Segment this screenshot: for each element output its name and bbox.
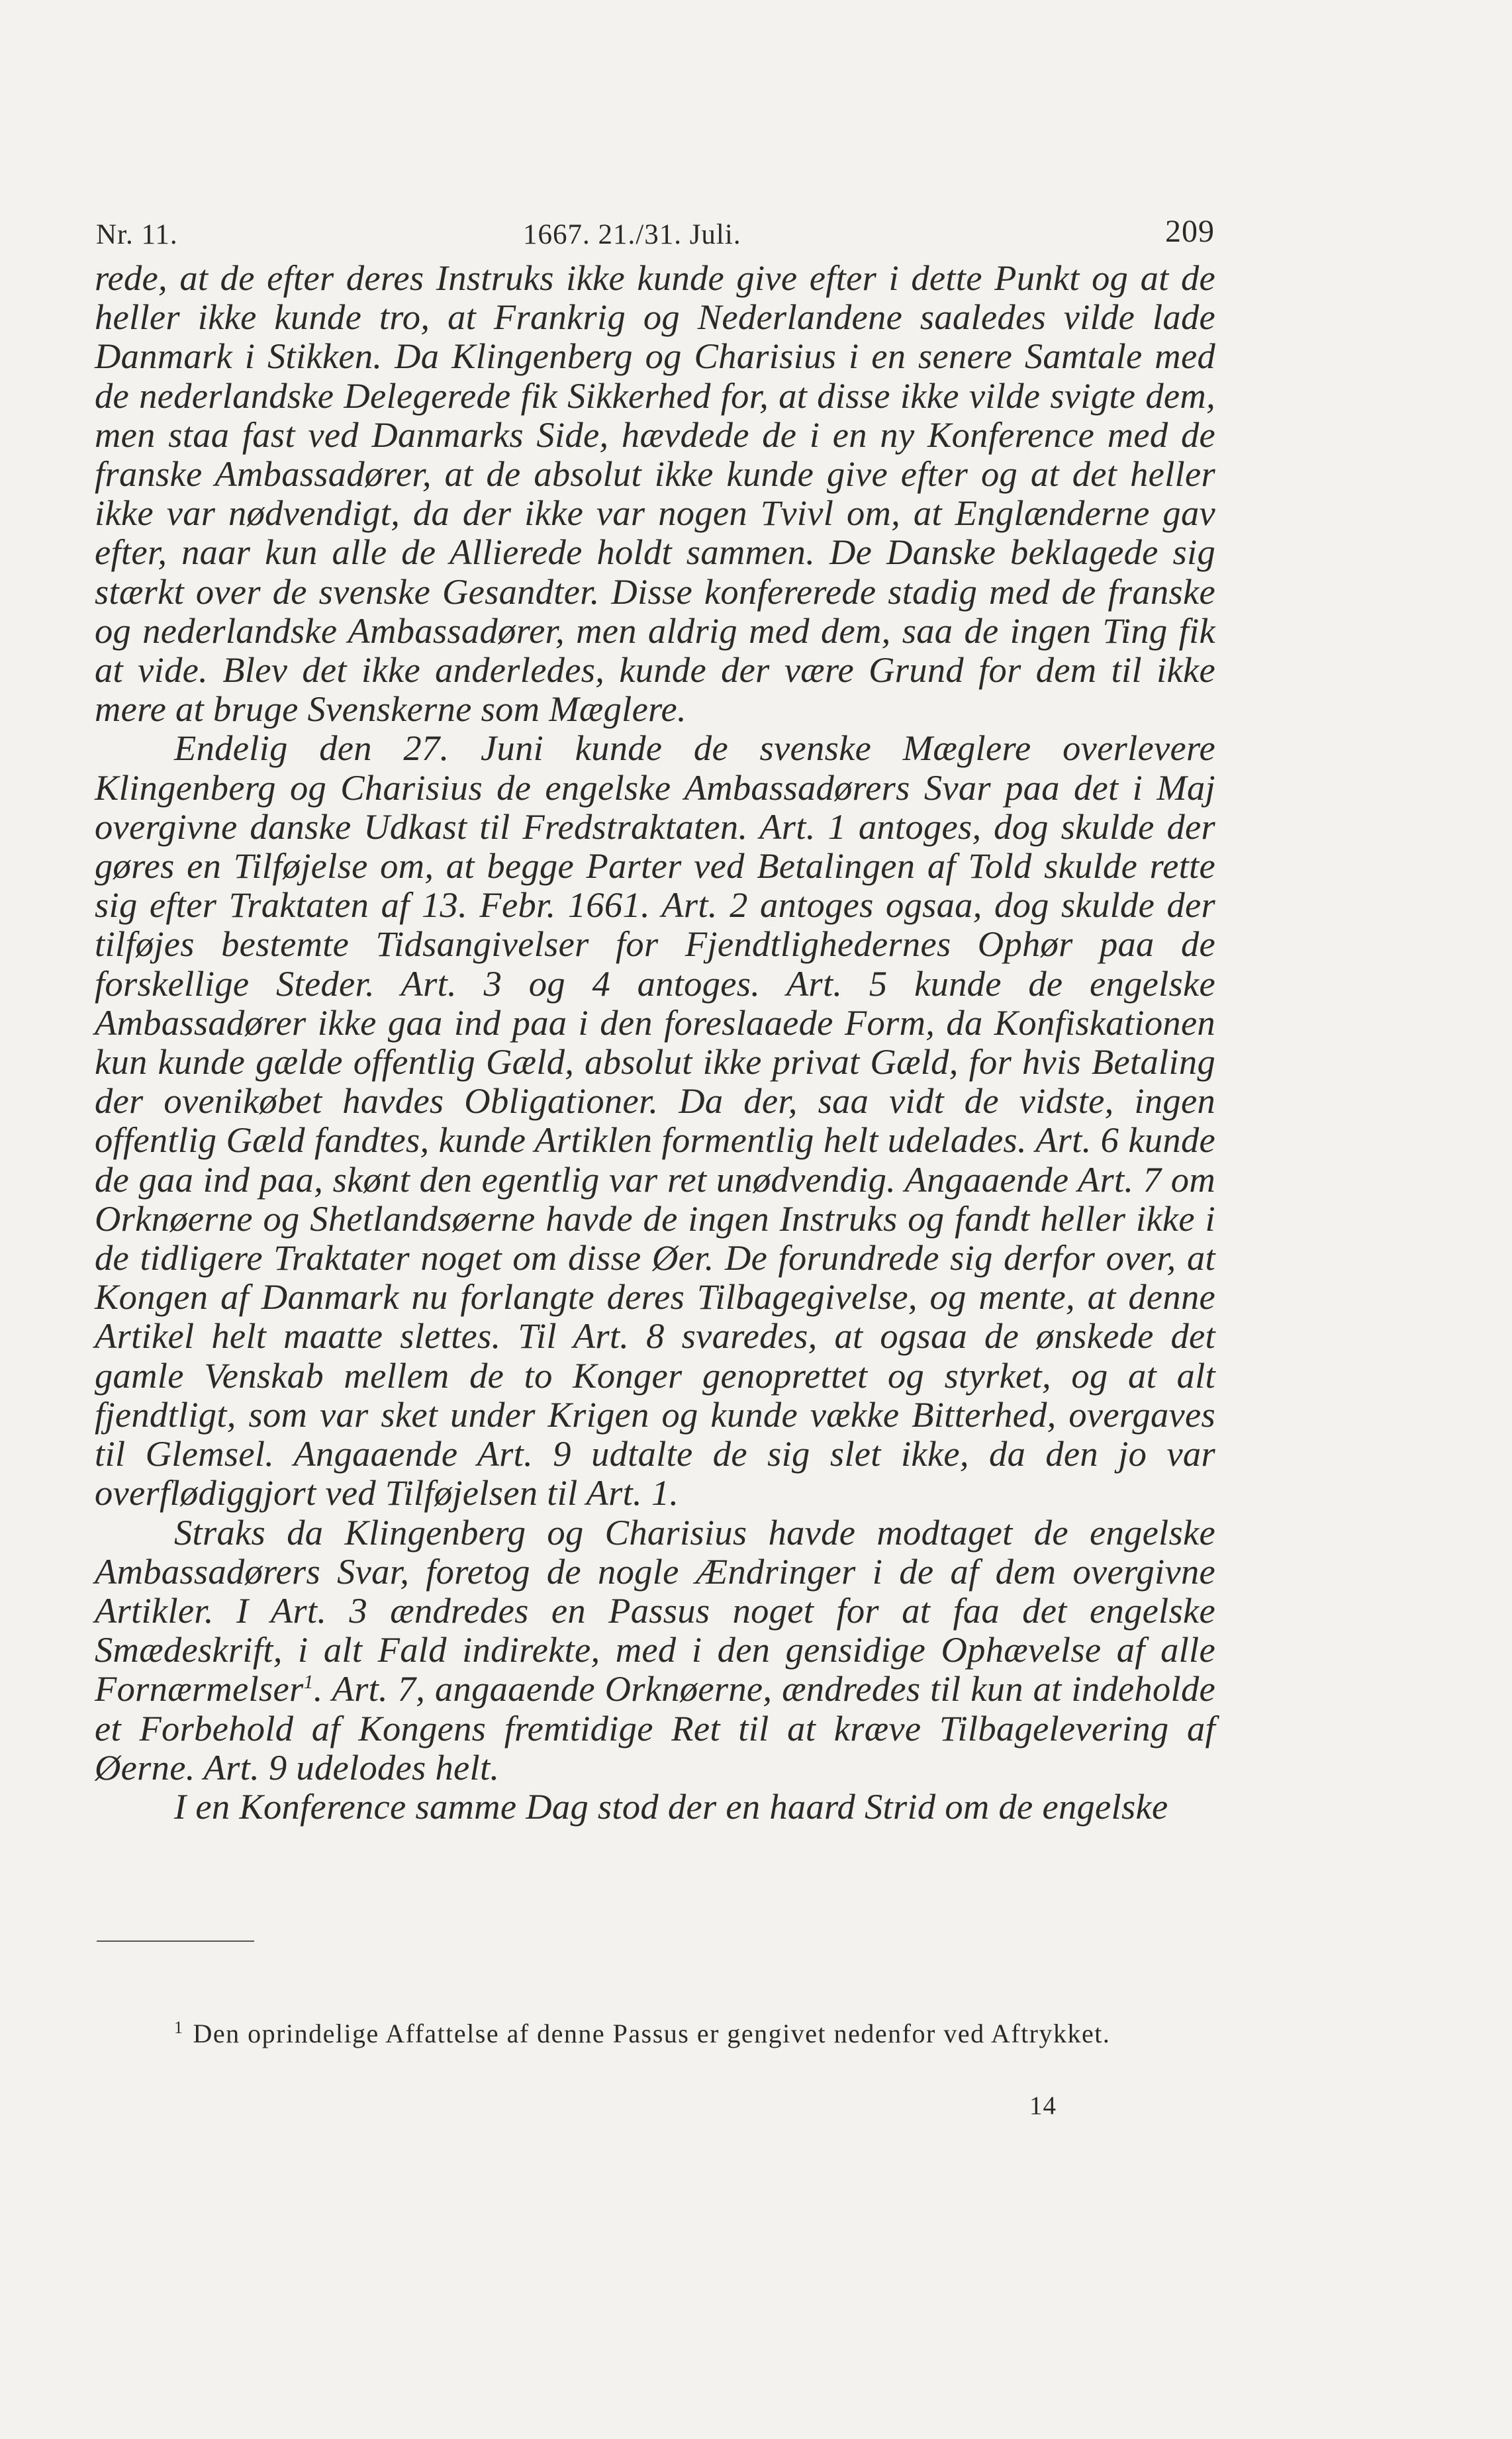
paragraph-3-text: Straks da Klingenberg og Charisius havde modtaget de engelske Ambassadørers Svar, foretog de nogle Ændringer i de af dem overgivne Artikler. I Art. 3 ændredes en Passus noget for at faa det engelske Smædeskrift, i alt Fald indirekte, med i den gensidige Ophævelse af alle Fornærmelser (95, 1511, 1215, 1709)
paragraph-3-continuation: . Art. 7, angaaende Orknøerne, ændredes til kun at indeholde et Forbehold af Kongens fremtidige Ret til at kræve Tilbagelevering af Øerne. Art. 9 udelodes helt. (95, 1668, 1215, 1788)
paragraph-4: I en Konference samme Dag stod der en haard Strid om de engelske (174, 1786, 1168, 1827)
printer-signature-mark: 14 (1029, 2091, 1057, 2120)
paragraph-3 (95, 1513, 1215, 1787)
document-number: Nr. 11. (96, 219, 178, 250)
footnote-reference: 1 (303, 1671, 314, 1694)
main-text (95, 258, 1215, 1826)
paragraph-1: rede, at de efter deres Instruks ikke kunde give efter i dette Punkt og at de heller ikke kunde tro, at Frankrig og Nederlandene saaledes vilde lade Danmark i Stikken. Da Klingenberg og Charisius i en senere Samtale med de nederlandske Delegerede fik Sikkerhed for, at disse ikke vilde svigte dem, men staa fast ved Danmarks Side, hævdede de i en ny Konference med de franske Ambassadører, at de absolut ikke kunde give efter og at det heller ikke var nødvendigt, da der ikke var nogen Tvivl om, at Englænderne gav efter, naar kun alle de Allierede holdt sammen. De Danske beklagede sig stærkt over de svenske Gesandter. Disse konfererede stadig med de franske og nederlandske Ambassadører, men aldrig med dem, saa de ingen Ting fik at vide. Blev det ikke anderledes, kunde der være Grund for dem til ikke mere at bruge Svenskerne som Mæglere. (95, 258, 1215, 730)
footnote-text: Den oprindelige Affattelse af denne Passus er gengivet nedenfor ved Aftrykket. (193, 2019, 1111, 2048)
footnote-divider (97, 1940, 254, 1942)
page-number: 209 (1165, 214, 1215, 249)
paragraph-2: Endelig den 27. Juni kunde de svenske Mæglere overlevere Klingenberg og Charisius de engelske Ambassadørers Svar paa det i Maj overgivne danske Udkast til Fredstraktaten. Art. 1 antoges, dog skulde der gøres en Tilføjelse om, at begge Parter ved Betalingen af Told skulde rette sig efter Traktaten af 13. Febr. 1661. Art. 2 antoges ogsaa, dog skulde der tilføjes bestemte Tidsangivelser for Fjendtlighedernes Ophør paa de forskellige Steder. Art. 3 og 4 antoges. Art. 5 kunde de engelske Ambassadører ikke gaa ind paa i den foreslaaede Form, da Konfiskationen kun kunde gælde offentlig Gæld, absolut ikke privat Gæld, for hvis Betaling der ovenikøbet havdes Obligationer. Da der, saa vidt de vidste, ingen offentlig Gæld fandtes, kunde Artiklen formentlig helt udelades. Art. 6 kunde de gaa ind paa, skønt den egentlig var ret unødvendig. Angaaende Art. 7 om Orknøerne og Shetlandsøerne havde de ingen Instruks og fandt heller ikke i de tidligere Traktater noget om disse Øer. De forundrede sig derfor over, at Kongen af Danmark nu forlangte deres Tilbagegivelse, og mente, at denne Artikel helt maatte slettes. Til Art. 8 svaredes, at ogsaa de ønskede det gamle Venskab mellem de to Konger genoprettet og styrket, og at alt fjendtligt, som var sket under Krigen og kunde vække Bitterhed, overgaves til Glemsel. Angaaende Art. 9 udtalte de sig slet ikke, da den jo var overflødiggjort ved Tilføjelsen til Art. 1. (95, 728, 1215, 1513)
footnote-mark: 1 (174, 2018, 184, 2037)
header-date: 1667. 21./31. Juli. (523, 219, 741, 250)
footnote (95, 2010, 1215, 2052)
